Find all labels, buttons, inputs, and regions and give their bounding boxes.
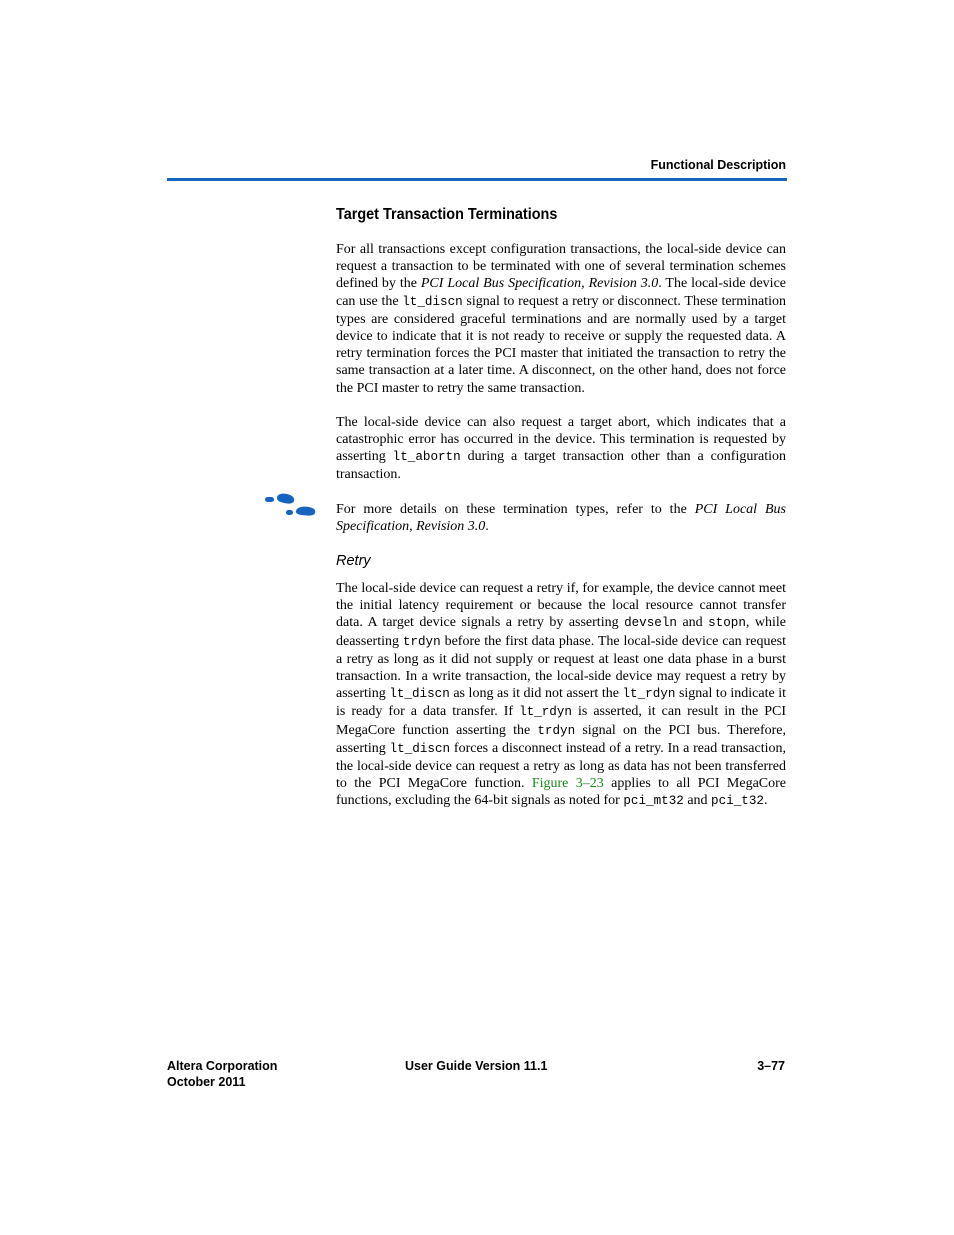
signal-name: lt_rdyn — [622, 687, 676, 702]
footer-guide-version: User Guide Version 11.1 — [405, 1059, 548, 1073]
signal-name: lt_discn — [402, 294, 463, 309]
spec-reference: PCI Local Bus Specification, Revision 3.0 — [336, 501, 786, 534]
signal-name: devseln — [624, 616, 677, 631]
running-header: Functional Description — [650, 158, 786, 172]
spec-reference: PCI Local Bus Specification, Revision 3.0 — [420, 276, 659, 292]
text-span: For more details on these termination types, refer to the — [336, 501, 695, 517]
text-span: . — [763, 793, 768, 809]
text-span: forces a disconnect instead of a retry. In a read transaction, the local-side device can request a retry as long as data has not been transferred to the PCI MegaCore function. — [336, 740, 786, 792]
text-span: and — [676, 615, 709, 631]
subsection-heading: Retry — [336, 553, 371, 570]
signal-name: lt_discn — [389, 687, 450, 702]
text-span: applies to all PCI MegaCore functions, excluding the 64-bit signals as noted for — [336, 776, 786, 809]
page-number: 3–77 — [757, 1059, 785, 1073]
text-span: and — [683, 793, 712, 809]
text-span: signal to request a retry or disconnect. These termination types are considered graceful terminations and are normally used by a target device to indicate that it is not ready to receive or supply the requested data. A retry termination forces the PCI master that initiated the transaction to retry the same transaction at a later time. A disconnect, on the other hand, does not force the PCI master to retry the same transaction. — [336, 293, 786, 396]
text-span: during a target transaction other than a configuration transaction. — [336, 449, 787, 483]
signal-name: trdyn — [402, 634, 441, 649]
text-span: before the first data phase. The local-side device can request a retry as long as it did not supply or request at least one data phase in a burst transaction. In a write transaction, the local-side device may request a retry by asserting — [336, 633, 786, 702]
main-content — [336, 206, 786, 828]
text-span: as long as it did not assert the — [449, 686, 623, 702]
footprints-icon — [264, 492, 318, 518]
footer-company: Altera Corporation — [167, 1059, 278, 1073]
signal-name: lt_abortn — [392, 450, 461, 465]
signal-name: lt_discn — [389, 741, 451, 756]
text-span: The local-side device can also request a target abort, which indicates that a catastrophic error has occurred in the device. This termination is requested by asserting — [336, 414, 786, 465]
text-span: . The local-side device can use the — [336, 276, 786, 309]
paragraph-termination-intro — [336, 241, 786, 397]
signal-name: stopn — [708, 616, 746, 631]
header-rule — [167, 178, 787, 181]
note-block — [336, 501, 786, 535]
figure-link[interactable]: Figure 3–23 — [531, 776, 604, 792]
text-span: The local-side device can request a retry if, for example, the device cannot meet the initial latency requirement or because the local resource cannot transfer data. A target device signals a retry by asserting — [336, 581, 786, 631]
text-span: . — [485, 518, 489, 534]
paragraph-target-abort — [336, 414, 786, 484]
section-heading: Target Transaction Terminations — [336, 206, 558, 223]
paragraph-retry — [336, 580, 786, 811]
signal-name: trdyn — [537, 723, 576, 738]
text-span: is asserted, it can result in the PCI MegaCore function asserting the — [336, 704, 786, 738]
signal-name: lt_rdyn — [519, 705, 572, 720]
footer-left — [167, 1059, 277, 1090]
signal-name: pci_t32 — [711, 794, 764, 809]
text-span: signal on the PCI bus. Therefore, asserting — [336, 722, 786, 756]
text-span: , while deasserting — [336, 615, 786, 649]
footer-date: October 2011 — [167, 1074, 246, 1089]
signal-name: pci_mt32 — [623, 794, 684, 809]
note-text — [336, 501, 786, 535]
text-span: For all transactions except configuration transactions, the local-side device can request a transaction to be terminated with one of several termination schemes defined by the — [336, 242, 786, 292]
text-span: signal to indicate it is ready for a data transfer. If — [336, 686, 787, 720]
